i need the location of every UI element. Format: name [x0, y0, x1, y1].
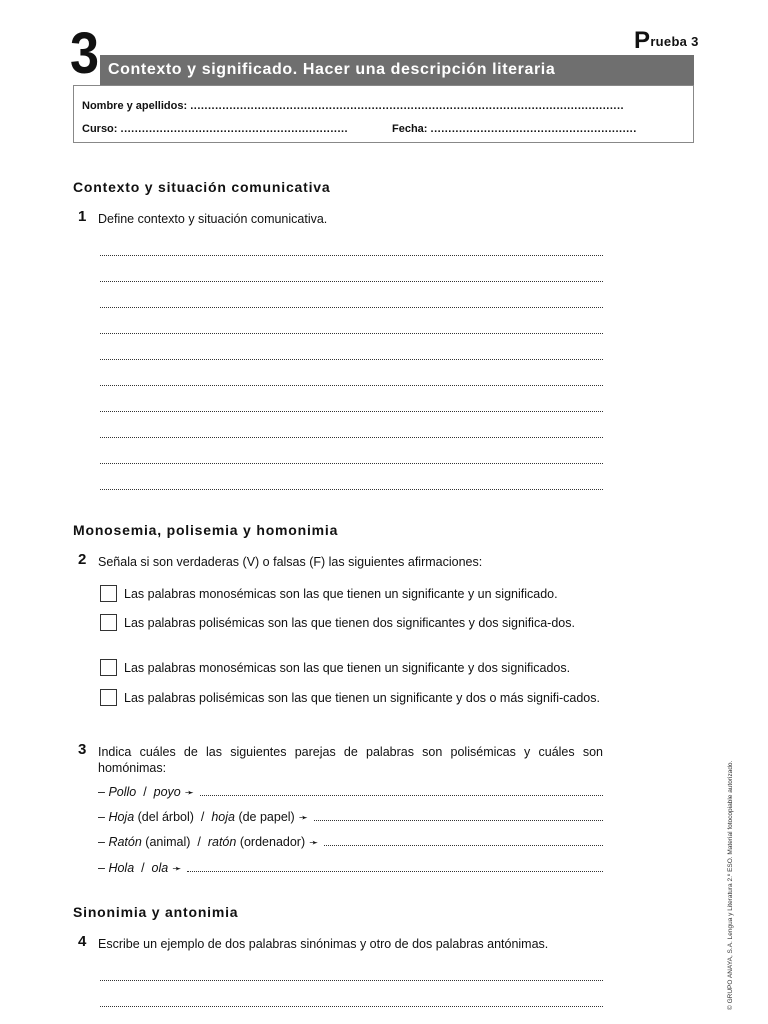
pair-word: ola [151, 861, 169, 875]
arrow-icon: ➛ [184, 787, 194, 799]
pair-row-1 [98, 785, 603, 799]
pair-separator: / [200, 810, 205, 824]
pair-row-3 [98, 835, 603, 849]
course-row [82, 123, 348, 135]
answer-line[interactable] [100, 307, 603, 308]
pair-separator: / [143, 785, 147, 799]
checkbox-3[interactable] [100, 659, 117, 676]
answer-line[interactable] [100, 1006, 603, 1007]
answer-line[interactable] [100, 437, 603, 438]
pair-note: (ordenador) [239, 835, 306, 849]
checkbox-4[interactable] [100, 689, 117, 706]
answer-line[interactable] [100, 281, 603, 282]
section-title-monosemia: Monosemia, polisemia y homonimia [73, 522, 339, 538]
copyright-credit: © GRUPO ANAYA, S.A. Lengua y Literatura 2.º ESO. Material fotocopiable autorizado. [727, 760, 734, 1010]
arrow-icon: ➛ [298, 812, 308, 824]
pair-dash: – [98, 785, 105, 799]
pair-word: hoja [211, 810, 235, 824]
pair-separator: / [197, 835, 201, 849]
answer-line[interactable] [324, 835, 603, 846]
name-label: Nombre y apellidos: [82, 100, 188, 112]
pair-row-4 [98, 861, 603, 875]
pair-dash: – [98, 810, 105, 824]
answer-line[interactable] [314, 810, 603, 821]
prueba-label [634, 27, 699, 54]
pair-word: Pollo [108, 785, 137, 799]
arrow-icon: ➛ [309, 837, 319, 849]
course-field[interactable]: ................................................................ [120, 123, 349, 135]
student-info-box [73, 85, 694, 143]
pair-note: (del árbol) [137, 810, 194, 824]
pair-note: (de papel) [238, 810, 295, 824]
answer-line[interactable] [100, 489, 603, 490]
date-field[interactable]: .......................................................... [430, 123, 637, 135]
answer-line[interactable] [187, 861, 603, 872]
date-row [392, 123, 637, 135]
course-label: Curso: [82, 123, 118, 135]
question-number-4: 4 [78, 933, 87, 950]
pair-word: Hoja [108, 810, 135, 824]
question-text-2: Señala si son verdaderas (V) o falsas (F) las siguientes afirmaciones: [98, 555, 483, 569]
answer-line[interactable] [100, 411, 603, 412]
statement-2: Las palabras polisémicas son las que tienen dos significantes y dos significa-dos. [124, 616, 575, 630]
question-number-2: 2 [78, 551, 87, 568]
answer-line[interactable] [100, 980, 603, 981]
pair-word: poyo [153, 785, 181, 799]
date-label: Fecha: [392, 123, 428, 135]
statement-4: Las palabras polisémicas son las que tienen un significante y dos o más signifi-cados. [124, 691, 600, 705]
pair-separator: / [141, 861, 145, 875]
statement-1: Las palabras monosémicas son las que tienen un significante y un significado. [124, 587, 558, 601]
pair-word: Ratón [108, 835, 142, 849]
pair-word: Hola [108, 861, 135, 875]
section-title-contexto: Contexto y situación comunicativa [73, 179, 331, 195]
pair-dash: – [98, 861, 105, 875]
answer-line[interactable] [200, 785, 603, 796]
answer-line[interactable] [100, 385, 603, 386]
answer-line[interactable] [100, 463, 603, 464]
pair-dash: – [98, 835, 105, 849]
pair-word: ratón [207, 835, 237, 849]
question-number-3: 3 [78, 741, 87, 758]
pair-row-2 [98, 810, 603, 824]
prueba-rest: rueba 3 [650, 34, 699, 49]
arrow-icon: ➛ [172, 863, 182, 875]
pair-note: (animal) [145, 835, 191, 849]
answer-line[interactable] [100, 255, 603, 256]
name-row [82, 100, 624, 112]
checkbox-1[interactable] [100, 585, 117, 602]
prueba-initial: P [634, 27, 651, 54]
page-title: Contexto y significado. Hacer una descripción literaria [100, 55, 694, 85]
answer-line[interactable] [100, 333, 603, 334]
question-text-4: Escribe un ejemplo de dos palabras sinónimas y otro de dos palabras antónimas. [98, 937, 549, 951]
question-text-1: Define contexto y situación comunicativa. [98, 212, 328, 226]
unit-number: 3 [70, 21, 100, 86]
statement-3: Las palabras monosémicas son las que tienen un significante y dos significados. [124, 661, 571, 675]
section-title-sinonimia: Sinonimia y antonimia [73, 904, 239, 920]
question-number-1: 1 [78, 208, 87, 225]
answer-line[interactable] [100, 359, 603, 360]
name-field[interactable]: .......................................................................................................................... [190, 100, 625, 112]
checkbox-2[interactable] [100, 614, 117, 631]
question-text-3: Indica cuáles de las siguientes parejas de palabras son polisémicas y cuáles son homónimas: [98, 745, 603, 775]
